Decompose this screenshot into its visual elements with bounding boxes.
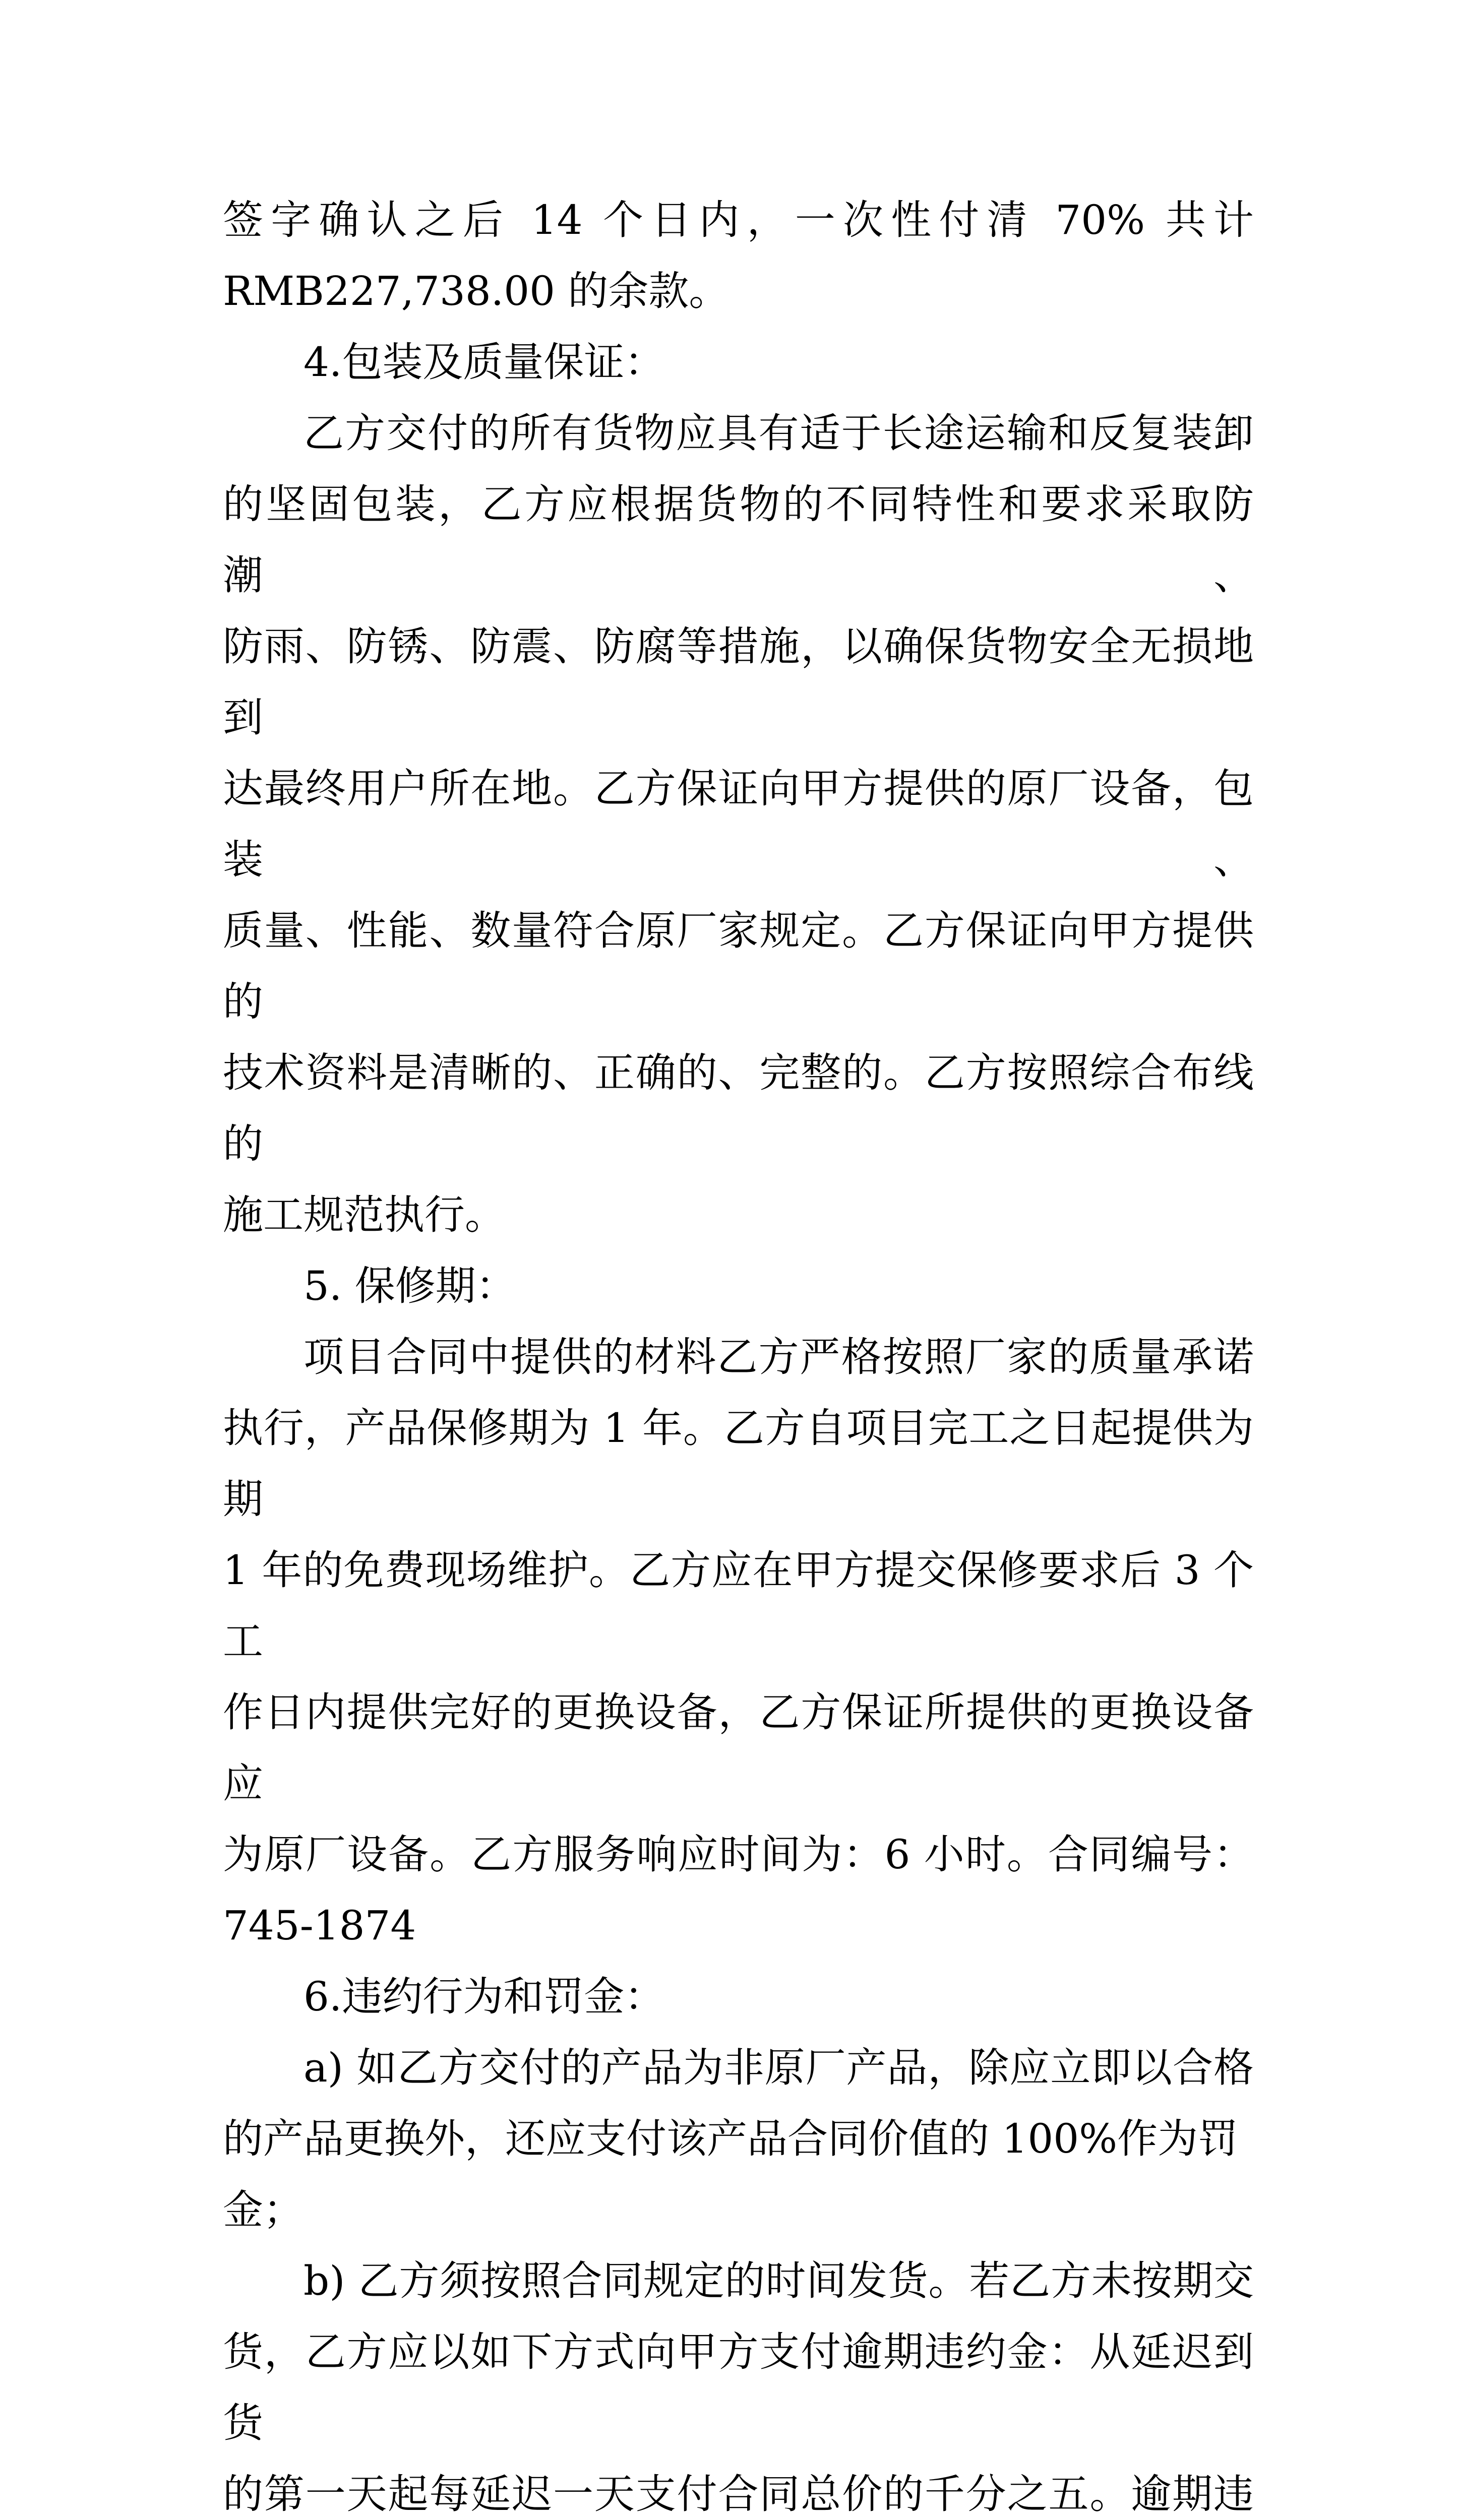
section-heading: 4.包装及质量保证： xyxy=(303,339,665,386)
section-heading: 5. 保修期： xyxy=(303,1263,516,1309)
text-line: 为原厂设备。乙方服务响应时间为：6 小时。合同编号： xyxy=(223,1831,1254,1878)
contract-body-text xyxy=(223,184,1254,2520)
section-heading-warranty xyxy=(223,1250,1254,1321)
section-heading-breach-penalty xyxy=(223,1961,1254,2032)
paragraph-packaging-quality xyxy=(223,398,1254,1250)
paragraph-penalty-item-b xyxy=(223,2245,1254,2520)
text-line: 的产品更换外，还应支付该产品合同价值的 100%作为罚金； xyxy=(223,2115,1239,2233)
section-heading: 6.违约行为和罚金： xyxy=(303,1973,665,2020)
text-line: a) 如乙方交付的产品为非原厂产品，除应立即以合格 xyxy=(303,2044,1254,2091)
text-line: b) 乙方须按照合同规定的时间发货。若乙方未按期交 xyxy=(303,2257,1254,2304)
paragraph-payment-balance xyxy=(223,184,1254,327)
text-line: 技术资料是清晰的、正确的、完整的。乙方按照综合布线的 xyxy=(223,1049,1254,1167)
text-line: 达最终用户所在地。乙方保证向甲方提供的原厂设备，包装、 xyxy=(223,765,1254,883)
paragraph-penalty-item-a xyxy=(223,2032,1254,2245)
text-line: RMB227,738.00 的余款。 xyxy=(223,268,730,314)
text-line: 的第一天起每延迟一天支付合同总价的千分之五。逾期违 xyxy=(223,2471,1254,2517)
text-line: 防雨、防锈、防震、防腐等措施，以确保货物安全无损地到 xyxy=(223,623,1254,741)
contract-number: 745-1874 xyxy=(223,1902,416,1949)
text-line: 签字确认之后 14 个日内，一次性付清 70% 共计 xyxy=(223,197,1254,243)
text-line: 质量、性能、数量符合原厂家规定。乙方保证向甲方提供的 xyxy=(223,907,1254,1025)
section-heading-packaging-quality xyxy=(223,327,1254,398)
text-line: 1 年的免费现场维护。乙方应在甲方提交保修要求后 3 个工 xyxy=(223,1547,1254,1665)
text-line: 作日内提供完好的更换设备，乙方保证所提供的更换设备应 xyxy=(223,1689,1254,1807)
text-line: 执行，产品保修期为 1 年。乙方自项目完工之日起提供为期 xyxy=(223,1405,1254,1523)
text-line: 的坚固包装，乙方应根据货物的不同特性和要求采取防潮、 xyxy=(223,481,1254,599)
paragraph-warranty xyxy=(223,1321,1254,1961)
text-line: 施工规范执行。 xyxy=(223,1191,505,1238)
text-line: 乙方交付的所有货物应具有适于长途运输和反复装卸 xyxy=(303,410,1254,457)
text-line: 货，乙方应以如下方式向甲方支付逾期违约金：从延迟到货 xyxy=(223,2328,1254,2446)
text-line: 项目合同中提供的材料乙方严格按照厂家的质量承诺 xyxy=(303,1334,1254,1380)
